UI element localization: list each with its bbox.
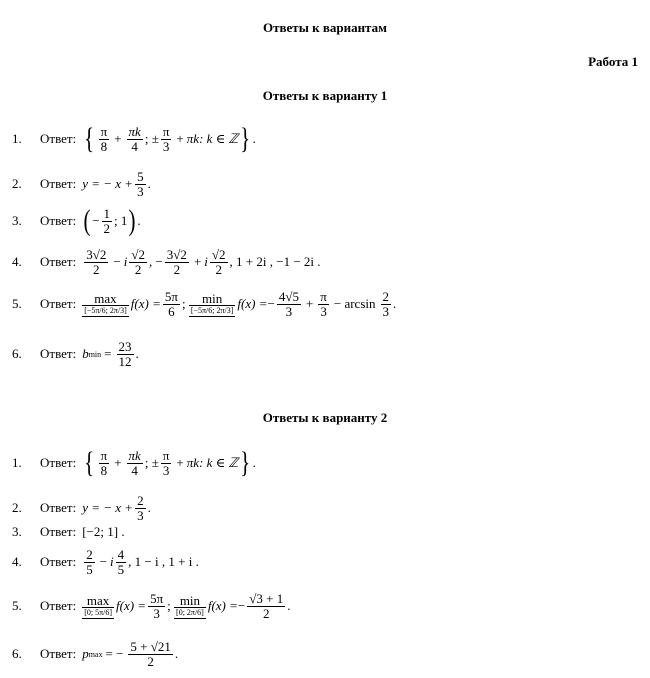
answer-label: Ответ: — [40, 554, 77, 570]
max-operator: max [0; 5π/6] — [84, 592, 113, 617]
page-title: Ответы к вариантам — [263, 20, 387, 35]
answer-label: Ответ: — [40, 646, 77, 662]
variant2-title: Ответы к варианту 2 — [262, 410, 388, 425]
fraction: $\frac{\pi}{3}$ — [162, 123, 170, 154]
fraction: $\frac{5\pi}{3}$ — [150, 591, 164, 621]
v2-answer-1: 1. Ответ: { $\frac{\pi}{8}$ + $\frac{\pi k}{4}$ ; ± $\frac{\pi}{3}$ + πk : k ∈ ℤ } . — [12, 446, 256, 479]
item-number: 6. — [12, 646, 22, 662]
fraction: $\frac{\pi}{3}$ — [320, 289, 327, 319]
fraction: $\frac{2}{5}$ — [86, 547, 93, 577]
min-operator: min [0; 2π/6] — [176, 592, 204, 617]
fraction: $\frac{\pi}{3}$ — [162, 447, 170, 478]
fraction: $\frac{\pi k}{4}$ — [128, 123, 141, 154]
item-number: 1. — [12, 131, 22, 146]
fraction: $\frac{4}{5}$ — [117, 547, 125, 577]
fraction: $\frac{3√2}{2}$ — [166, 247, 187, 277]
fraction: $\frac{√2}{2}$ — [131, 247, 145, 277]
v1-answer-1: 1. Ответ: { $\frac{\pi}{8}$ + $\frac{\pi k}{4}$ ; ± $\frac{\pi}{3}$ + πk : k ∈ ℤ } . — [12, 122, 256, 155]
max-operator: max [−5π/6; 2π/3] — [84, 290, 127, 315]
answer-label: Ответ: — [40, 346, 77, 362]
min-operator: min [−5π/6; 2π/3] — [190, 290, 234, 315]
fraction: $\frac{√3 + 1}{2}$ — [249, 591, 284, 621]
v2-answer-4: 4. Ответ: $\frac{2}{5}$ − i $\frac{4}{5}$ , 1 − i , 1 + i . — [12, 547, 199, 577]
v1-answer-2: 2. Ответ: y = − x + $\frac{5}{3}$ . — [12, 169, 151, 199]
v1-answer-5: 5. Ответ: max [−5π/6; 2π/3] f(x) = $\frac{5\pi}{6}$ ; min [−5π/6; 2π/3] f(x) = − $\frac{4√5}{3}$ + $\frac{\pi}{3}$ − arcsin $\frac{2}{3}$ . — [12, 289, 397, 319]
fraction: $\frac{2}{3}$ — [137, 493, 144, 523]
item-number: 1. — [12, 455, 22, 470]
v1-answer-3: 3. Ответ: ( − $\frac{1}{2}$ ; 1 ) . — [12, 204, 141, 237]
item-number: 5. — [12, 598, 22, 614]
answer-label: Ответ: — [40, 296, 77, 312]
item-number: 2. — [12, 500, 22, 516]
item-number: 4. — [12, 554, 22, 570]
item-number: 3. — [12, 524, 22, 539]
work-label: Работа 1 — [588, 54, 638, 69]
fraction: $\frac{3√2}{2}$ — [86, 247, 107, 277]
item-number: 2. — [12, 176, 22, 192]
answer-label: Ответ: — [40, 455, 77, 470]
item-number: 4. — [12, 254, 22, 270]
fraction: $\frac{4√5}{3}$ — [278, 289, 299, 319]
answer-label: Ответ: — [40, 500, 77, 516]
fraction: $\frac{\pi}{8}$ — [100, 123, 108, 154]
v1-answer-6: 6. Ответ: b min = $\frac{23}{12}$ . — [12, 339, 139, 369]
answer-label: Ответ: — [40, 254, 77, 270]
fraction: $\frac{\pi}{8}$ — [100, 447, 108, 478]
variant1-title: Ответы к варианту 1 — [262, 88, 388, 103]
v2-answer-5: 5. Ответ: max [0; 5π/6] f(x) = $\frac{5\pi}{3}$ ; min [0; 2π/6] f(x) = − $\frac{√3 + 1}{2}$ . — [12, 591, 291, 621]
fraction: $\frac{5}{3}$ — [137, 169, 144, 199]
v2-answer-2: 2. Ответ: y = − x + $\frac{2}{3}$ . — [12, 493, 151, 523]
answer-label: Ответ: — [40, 598, 77, 614]
fraction: $\frac{5 + √21}{2}$ — [130, 639, 171, 669]
v2-answer-6: 6. Ответ: p max = − $\frac{5 + √21}{2}$ . — [12, 639, 179, 669]
answer-label: Ответ: — [40, 213, 77, 228]
answer-label: Ответ: — [40, 176, 77, 192]
fraction: $\frac{\pi k}{4}$ — [128, 447, 141, 478]
answer-label: Ответ: — [40, 524, 77, 539]
v2-answer-3: 3. Ответ: [−2; 1] . — [12, 524, 125, 539]
v1-answer-4: 4. Ответ: $\frac{3√2}{2}$ − i $\frac{√2}{2}$ , − $\frac{3√2}{2}$ + i $\frac{√2}{2}$ , 1 + 2i , −1 − 2i . — [12, 247, 321, 277]
fraction: $\frac{√2}{2}$ — [211, 247, 226, 277]
fraction: $\frac{1}{2}$ — [103, 205, 111, 236]
item-number: 3. — [12, 213, 22, 228]
fraction: $\frac{5\pi}{6}$ — [164, 289, 178, 319]
answer-label: Ответ: — [40, 131, 77, 146]
item-number: 5. — [12, 296, 22, 312]
fraction: $\frac{2}{3}$ — [382, 289, 389, 319]
fraction: $\frac{23}{12}$ — [118, 339, 132, 369]
item-number: 6. — [12, 346, 22, 362]
